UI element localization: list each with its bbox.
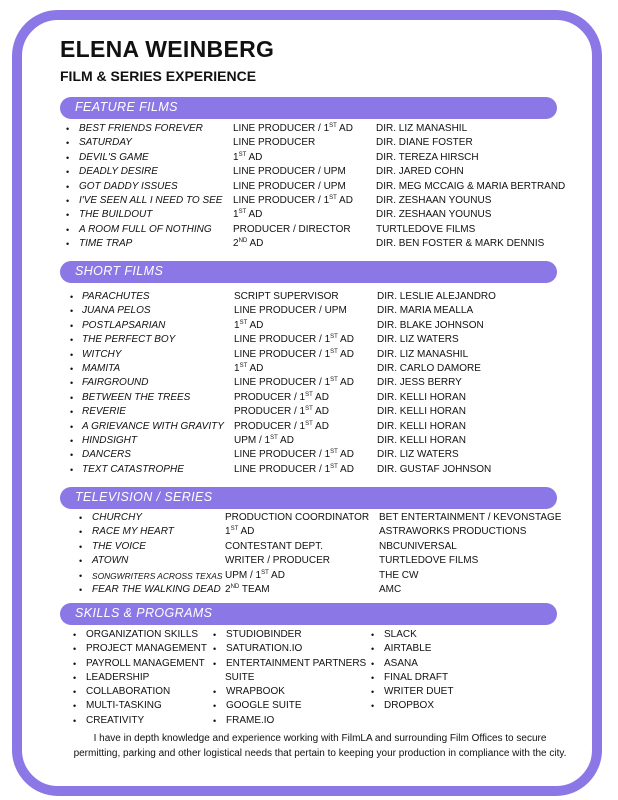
bullet-icon: • [213, 701, 217, 712]
bullet-icon: • [70, 392, 74, 403]
credit-row [0, 448, 618, 462]
ordinal-suffix: ST [330, 334, 338, 341]
credit-director: DIR. CARLO DAMORE [377, 362, 481, 374]
credit-title: DANCERS [82, 449, 131, 461]
credit-row [0, 376, 618, 390]
credit-director: DIR. TEREZA HIRSCH [376, 151, 479, 163]
credit-role-text: LINE PRODUCER / UPM [234, 305, 347, 317]
bullet-icon: • [70, 363, 74, 374]
ordinal-suffix: ST [329, 194, 337, 201]
ordinal-suffix: ST [329, 123, 337, 129]
credit-role-suffix: AD [247, 238, 264, 250]
credit-row [0, 223, 618, 237]
credit-role-text: 2 [233, 238, 239, 250]
bullet-icon: • [73, 644, 77, 655]
credit-director: DIR. KELLI HORAN [377, 420, 466, 432]
credit-role [234, 405, 329, 419]
bullet-icon: • [66, 239, 70, 250]
bullet-icon: • [371, 644, 375, 655]
bullet-icon: • [73, 658, 77, 669]
credit-row [0, 540, 618, 554]
credit-title: HINDSIGHT [82, 434, 137, 446]
credit-director: TURTLEDOVE FILMS [379, 555, 479, 567]
bullet-icon: • [70, 320, 74, 331]
skill-label: STUDIOBINDER [226, 629, 302, 640]
credit-director: DIR. MARIA MEALLA [377, 305, 474, 317]
credit-director: ASTRAWORKS PRODUCTIONS [379, 526, 527, 538]
credit-role [234, 391, 329, 405]
credit-role-text: LINE PRODUCER / UPM [233, 166, 346, 178]
credit-title: WITCHY [82, 348, 122, 360]
credit-role-text: WRITER / PRODUCER [225, 555, 330, 567]
credit-role-suffix: AD [247, 319, 264, 331]
bullet-icon: • [66, 224, 70, 235]
credit-role [225, 511, 369, 525]
credit-row [0, 122, 618, 136]
bullet-icon: • [73, 672, 77, 683]
credit-role [234, 434, 294, 448]
credit-title: TEXT CATASTROPHE [82, 463, 184, 475]
credit-role [233, 208, 262, 222]
credit-role [225, 525, 254, 539]
bullet-icon: • [213, 630, 217, 640]
ordinal-suffix: ST [305, 420, 313, 427]
credit-director: AMC [379, 583, 402, 595]
credit-director: DIR. JESS BERRY [377, 377, 462, 389]
bullet-icon: • [79, 570, 83, 581]
credit-row [0, 420, 618, 434]
bullet-icon: • [70, 435, 74, 446]
feature-films-heading: FEATURE FILMS [75, 100, 178, 114]
credit-director: DIR. BEN FOSTER & MARK DENNIS [376, 238, 545, 250]
credit-title: DEVIL'S GAME [79, 151, 149, 163]
credit-role-text: 1 [233, 209, 239, 221]
credit-director: DIR. KELLI HORAN [377, 406, 466, 418]
credit-role-text: PRODUCER / 1 [234, 420, 306, 432]
credit-row [0, 391, 618, 405]
credit-row [0, 290, 618, 304]
credit-role [234, 333, 354, 347]
bullet-icon: • [371, 630, 375, 640]
credit-role-text: LINE PRODUCER / 1 [233, 123, 330, 134]
credit-director: DIR. ZESHAAN YOUNUS [376, 194, 492, 206]
skill-label: ASANA [384, 657, 418, 669]
ordinal-suffix: ST [230, 526, 239, 533]
ordinal-suffix: ST [238, 151, 247, 158]
skill-label: LEADERSHIP [86, 671, 150, 683]
credit-director: DIR. LIZ WATERS [377, 449, 459, 461]
skill-label: MULTI-TASKING [86, 700, 162, 712]
television-list [0, 511, 618, 597]
credit-director: NBCUNIVERSAL [379, 540, 457, 552]
credit-row [0, 208, 618, 222]
skill-label: PAYROLL MANAGEMENT [86, 657, 205, 669]
bullet-icon: • [66, 195, 70, 206]
skill-label: AIRTABLE [384, 643, 432, 655]
television-heading: TELEVISION / SERIES [75, 490, 213, 504]
ordinal-suffix: ST [330, 463, 338, 470]
skill-label: FRAME.IO [226, 714, 275, 726]
credit-role-text: LINE PRODUCER / 1 [234, 377, 331, 389]
credit-director: TURTLEDOVE FILMS [376, 223, 476, 235]
bullet-icon: • [79, 541, 83, 552]
skill-label: WRITER DUET [384, 686, 454, 698]
skills-header [60, 603, 557, 625]
ordinal-suffix: ST [270, 434, 278, 441]
credit-role-suffix: AD [268, 569, 285, 581]
bullet-icon: • [70, 349, 74, 360]
bullet-icon: • [213, 715, 217, 726]
credit-role-text: UPM / 1 [225, 569, 262, 581]
credit-role-text: LINE PRODUCER / 1 [234, 463, 331, 475]
ordinal-suffix: ST [330, 377, 338, 384]
credit-row [0, 165, 618, 179]
credit-director: DIR. MEG MCCAIG & MARIA BERTRAND [376, 180, 566, 192]
bullet-icon: • [66, 181, 70, 192]
credit-role-text: PRODUCER / DIRECTOR [233, 223, 351, 235]
credit-row [0, 237, 618, 251]
credit-row [0, 348, 618, 362]
credit-role-suffix: AD [336, 194, 353, 206]
ordinal-suffix: ND [238, 238, 248, 245]
credit-role-text: UPM / 1 [234, 434, 271, 446]
credit-role-suffix: AD [312, 420, 329, 432]
credit-row [0, 333, 618, 347]
credit-role [233, 136, 315, 150]
credit-row [0, 569, 618, 583]
credit-title: POSTLAPSARIAN [82, 319, 166, 331]
bullet-icon: • [66, 124, 70, 134]
bullet-icon: • [66, 210, 70, 221]
credit-role-suffix: AD [277, 434, 294, 446]
bullet-icon: • [70, 464, 74, 475]
skills-heading: SKILLS & PROGRAMS [75, 606, 213, 620]
ordinal-suffix: ST [305, 391, 313, 398]
skill-label: GOOGLE SUITE [226, 700, 302, 712]
credit-role [234, 319, 263, 333]
credit-title: MAMITA [82, 362, 121, 374]
ordinal-suffix: ST [238, 209, 247, 216]
credit-role-text: 1 [225, 526, 231, 538]
credit-row [0, 554, 618, 568]
credit-role-text: LINE PRODUCER / UPM [233, 180, 346, 192]
credit-title: BEST FRIENDS FOREVER [79, 123, 203, 134]
short-films-header [60, 261, 557, 283]
credit-title: ATOWN [92, 555, 129, 567]
bullet-icon: • [79, 584, 83, 595]
credit-row [0, 405, 618, 419]
credit-director: DIR. JARED COHN [376, 166, 464, 178]
credit-role [234, 463, 354, 477]
credit-row [0, 511, 618, 525]
feature-films-header [60, 97, 557, 119]
skill-label: COLLABORATION [86, 686, 171, 698]
credit-title: A GRIEVANCE WITH GRAVITY [82, 420, 224, 432]
bullet-icon: • [70, 450, 74, 461]
credit-role-suffix: AD [337, 449, 354, 461]
credit-role-suffix: AD [312, 391, 329, 403]
credit-title: REVERIE [82, 406, 126, 418]
ordinal-suffix: ST [305, 406, 313, 413]
credit-role [233, 165, 346, 179]
credit-title: FAIRGROUND [82, 377, 149, 389]
credit-role-text: PRODUCTION COORDINATOR [225, 512, 370, 523]
credit-row [0, 525, 618, 539]
bullet-icon: • [213, 644, 217, 655]
credit-role-text: LINE PRODUCER [233, 137, 316, 149]
credit-title: GOT DADDY ISSUES [79, 180, 178, 192]
credit-row [0, 583, 618, 597]
credit-title: DEADLY DESIRE [79, 166, 158, 178]
credit-role [225, 540, 323, 554]
credit-title: CHURCHY [92, 512, 142, 523]
credit-role-suffix: AD [238, 526, 255, 538]
bullet-icon: • [79, 513, 83, 523]
credit-title: I'VE SEEN ALL I NEED TO SEE [79, 194, 223, 206]
person-name: ELENA WEINBERG [60, 36, 275, 62]
credit-role-suffix: AD [337, 348, 354, 360]
credit-title: RACE MY HEART [92, 526, 174, 538]
ordinal-suffix: ST [261, 569, 269, 576]
credit-title: BETWEEN THE TREES [82, 391, 191, 403]
credit-role-text: 1 [234, 362, 240, 374]
bullet-icon: • [73, 701, 77, 712]
ordinal-suffix: ST [239, 319, 248, 326]
skill-label: CREATIVITY [86, 714, 145, 726]
bullet-icon: • [70, 306, 74, 317]
credit-role [234, 304, 347, 318]
credit-title: FEAR THE WALKING DEAD [92, 583, 221, 595]
credit-director: DIR. LIZ MANASHIL [377, 348, 469, 360]
credit-role-suffix: AD [246, 151, 263, 163]
credit-title: THE BUILDOUT [79, 209, 153, 221]
bullet-icon: • [66, 152, 70, 163]
credit-role [233, 180, 346, 194]
credit-role-text: LINE PRODUCER / 1 [234, 334, 331, 346]
credit-row [0, 304, 618, 318]
credit-role-suffix: AD [337, 463, 354, 475]
credit-director: DIR. LIZ MANASHIL [376, 123, 468, 134]
ordinal-suffix: ND [230, 583, 240, 590]
credit-role [225, 569, 285, 583]
credit-row [0, 180, 618, 194]
credit-director: DIR. DIANE FOSTER [376, 137, 473, 149]
credit-row [0, 136, 618, 150]
credit-row [0, 319, 618, 333]
bullet-icon: • [73, 687, 77, 698]
bullet-icon: • [79, 527, 83, 538]
credit-director: BET ENTERTAINMENT / KEVONSTAGE [379, 512, 562, 523]
credit-role-text: 1 [233, 151, 239, 163]
credit-role [233, 151, 262, 165]
credit-role [234, 362, 263, 376]
credit-role [225, 583, 270, 597]
footer-note: I have in depth knowledge and experience working with FilmLA and surrounding Film Offices to secure permitting, parking and other logistical needs that pertain to keeping your production in compliance with the city. [73, 733, 567, 759]
bullet-icon: • [70, 335, 74, 346]
bullet-icon: • [371, 701, 375, 712]
skill-label: ORGANIZATION SKILLS [86, 629, 199, 640]
credit-role-text: 2 [225, 583, 231, 595]
bullet-icon: • [73, 715, 77, 726]
credit-title: A ROOM FULL OF NOTHING [79, 223, 212, 235]
skill-label: DROPBOX [384, 700, 435, 712]
bullet-icon: • [70, 378, 74, 389]
credit-role [233, 194, 353, 208]
credit-title: JUANA PELOS [82, 305, 151, 317]
credit-role-text: SCRIPT SUPERVISOR [234, 291, 339, 302]
bullet-icon: • [79, 556, 83, 567]
credit-role-suffix: AD [312, 406, 329, 418]
bullet-icon: • [371, 658, 375, 669]
credit-role-suffix: TEAM [239, 583, 270, 595]
credit-row [0, 434, 618, 448]
credit-director: DIR. KELLI HORAN [377, 434, 466, 446]
credit-director: DIR. LIZ WATERS [377, 334, 459, 346]
skill-label: FINAL DRAFT [384, 671, 449, 683]
ordinal-suffix: ST [330, 449, 338, 456]
credit-role-suffix: AD [337, 377, 354, 389]
credit-role-suffix: AD [336, 123, 353, 134]
credit-director: DIR. GUSTAF JOHNSON [377, 463, 492, 475]
credit-role [233, 223, 351, 237]
credit-director: THE CW [379, 569, 419, 581]
bullet-icon: • [371, 687, 375, 698]
credit-role [225, 554, 330, 568]
credit-director: DIR. KELLI HORAN [377, 391, 466, 403]
credit-row [0, 463, 618, 477]
bullet-icon: • [213, 658, 217, 669]
ordinal-suffix: ST [330, 348, 338, 355]
credit-director: DIR. LESLIE ALEJANDRO [377, 291, 496, 302]
credit-role-text: PRODUCER / 1 [234, 391, 306, 403]
document-subtitle: FILM & SERIES EXPERIENCE [60, 68, 257, 84]
skill-label: SATURATION.IO [226, 643, 303, 655]
short-films-heading: SHORT FILMS [75, 264, 164, 278]
credit-role-text: 1 [234, 319, 240, 331]
credit-role-suffix: AD [247, 362, 264, 374]
credit-title: SONGWRITERS ACROSS TEXAS [92, 570, 223, 581]
feature-films-list [0, 122, 618, 252]
skill-label: ENTERTAINMENT PARTNERS [226, 657, 367, 669]
bullet-icon: • [70, 407, 74, 418]
credit-role-text: CONTESTANT DEPT. [225, 540, 323, 552]
credit-role-text: LINE PRODUCER / 1 [234, 449, 331, 461]
short-films-list [0, 290, 618, 477]
bullet-icon: • [70, 421, 74, 432]
credit-title: TIME TRAP [79, 238, 133, 250]
credit-role [234, 376, 354, 390]
bullet-icon: • [70, 292, 74, 302]
television-header [60, 487, 557, 509]
credit-title: SATURDAY [79, 137, 132, 149]
credit-role-text: LINE PRODUCER / 1 [234, 348, 331, 360]
skill-label: PROJECT MANAGEMENT [86, 643, 207, 655]
bullet-icon: • [66, 167, 70, 178]
credit-role [234, 348, 354, 362]
credit-role [233, 122, 353, 136]
credit-role [233, 237, 263, 251]
skill-label: SLACK [384, 629, 417, 640]
credit-row [0, 151, 618, 165]
credit-title: THE VOICE [92, 540, 146, 552]
credit-director: DIR. ZESHAAN YOUNUS [376, 209, 492, 221]
ordinal-suffix: ST [239, 362, 248, 369]
skill-label: SUITE [225, 671, 255, 683]
credit-role [234, 448, 354, 462]
credit-role [234, 290, 339, 304]
bullet-icon: • [213, 687, 217, 698]
credit-role-suffix: AD [337, 334, 354, 346]
credit-role-text: PRODUCER / 1 [234, 406, 306, 418]
credit-title: PARACHUTES [82, 291, 150, 302]
credit-director: DIR. BLAKE JOHNSON [377, 319, 484, 331]
credit-role [234, 420, 329, 434]
credit-role-suffix: AD [246, 209, 263, 221]
skill-label: WRAPBOOK [226, 686, 285, 698]
credit-row [0, 194, 618, 208]
bullet-icon: • [73, 630, 77, 640]
credit-title: THE PERFECT BOY [82, 334, 176, 346]
credit-row [0, 362, 618, 376]
credit-role-text: LINE PRODUCER / 1 [233, 194, 330, 206]
bullet-icon: • [371, 672, 375, 683]
bullet-icon: • [66, 138, 70, 149]
